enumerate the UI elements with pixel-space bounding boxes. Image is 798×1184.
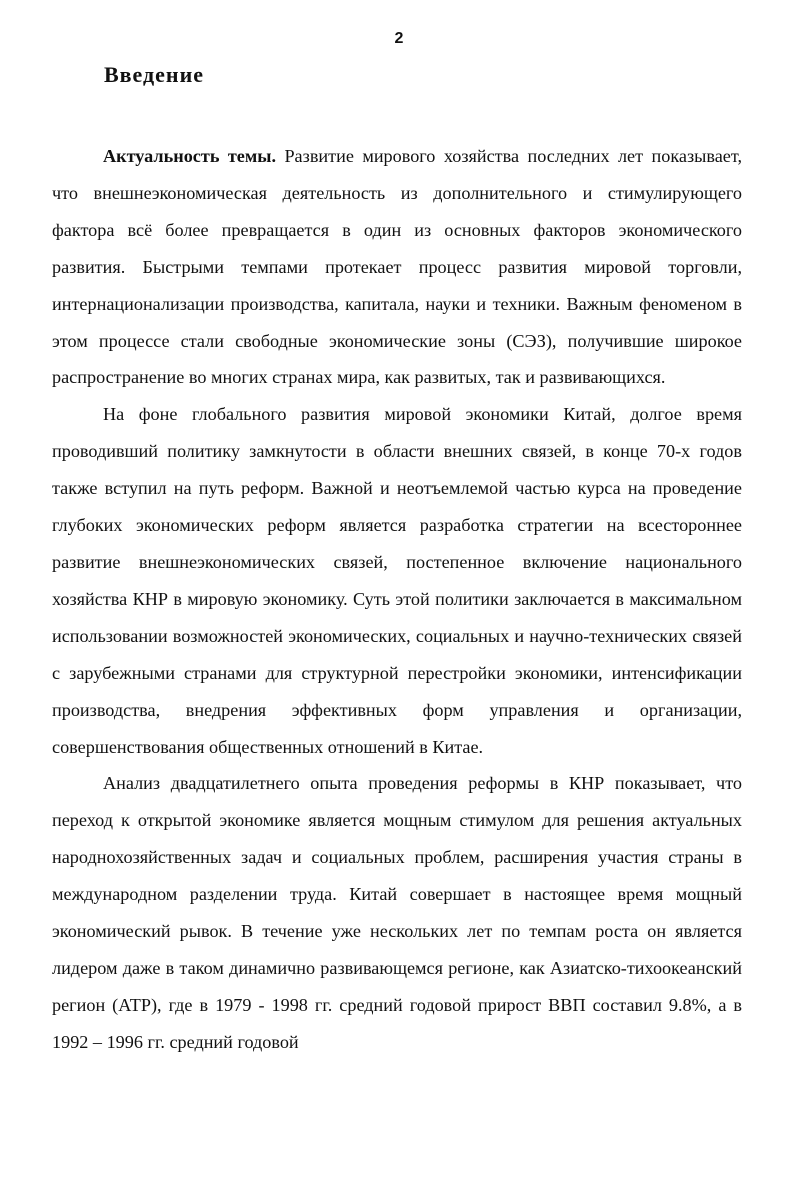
paragraph-2 bbox=[52, 396, 742, 765]
paragraph-text: На фоне глобального развития мировой экономики Китай, долгое время проводивший политику замкнутости в области внешних связей, в конце 70-х годов также вступил на путь реформ. Важной и неотъемлемой частью курса на проведение глубоких экономических реформ является разработка стратегии на всестороннее развитие внешнеэкономических связей, постепенное включение национального хозяйства КНР в мировую экономику. Суть этой политики заключается в максимальном использовании возможностей экономических, социальных и научно-технических связей с зарубежными странами для структурной перестройки экономики, интенсификации производства, внедрения эффективных форм управления и организации, совершенствования общественных отношений в Китае. bbox=[52, 404, 742, 757]
section-heading: Введение bbox=[104, 62, 205, 87]
body-text bbox=[52, 138, 742, 1061]
paragraph-lead: Актуальность темы. bbox=[103, 146, 277, 166]
paragraph-1 bbox=[52, 138, 742, 396]
paragraph-text: Анализ двадцатилетнего опыта проведения реформы в КНР показывает, что переход к открытой экономике является мощным стимулом для решения актуальных народнохозяйственных задач и социальных проблем, расширения участия страны в международном разделении труда. Китай совершает в настоящее время мощный экономический рывок. В течение уже нескольких лет по темпам роста он является лидером даже в таком динамично развивающемся регионе, как Азиатско-тихоокеанский регион (АТР), где в 1979 - 1998 гг. средний годовой прирост ВВП составил 9.8%, а в 1992 – 1996 гг. средний годовой bbox=[52, 773, 742, 1052]
page-number: 2 bbox=[394, 30, 404, 47]
paragraph-text: Развитие мирового хозяйства последних лет показывает, что внешнеэкономическая деятельность из дополнительного и стимулирующего фактора всё более превращается в один из основных факторов экономического развития. Быстрыми темпами протекает процесс развития мировой торговли, интернационализации производства, капитала, науки и техники. Важным феноменом в этом процессе стали свободные экономические зоны (СЭЗ), получившие широкое распространение во многих странах мира, как развитых, так и развивающихся. bbox=[52, 146, 742, 388]
paragraph-3 bbox=[52, 765, 742, 1060]
